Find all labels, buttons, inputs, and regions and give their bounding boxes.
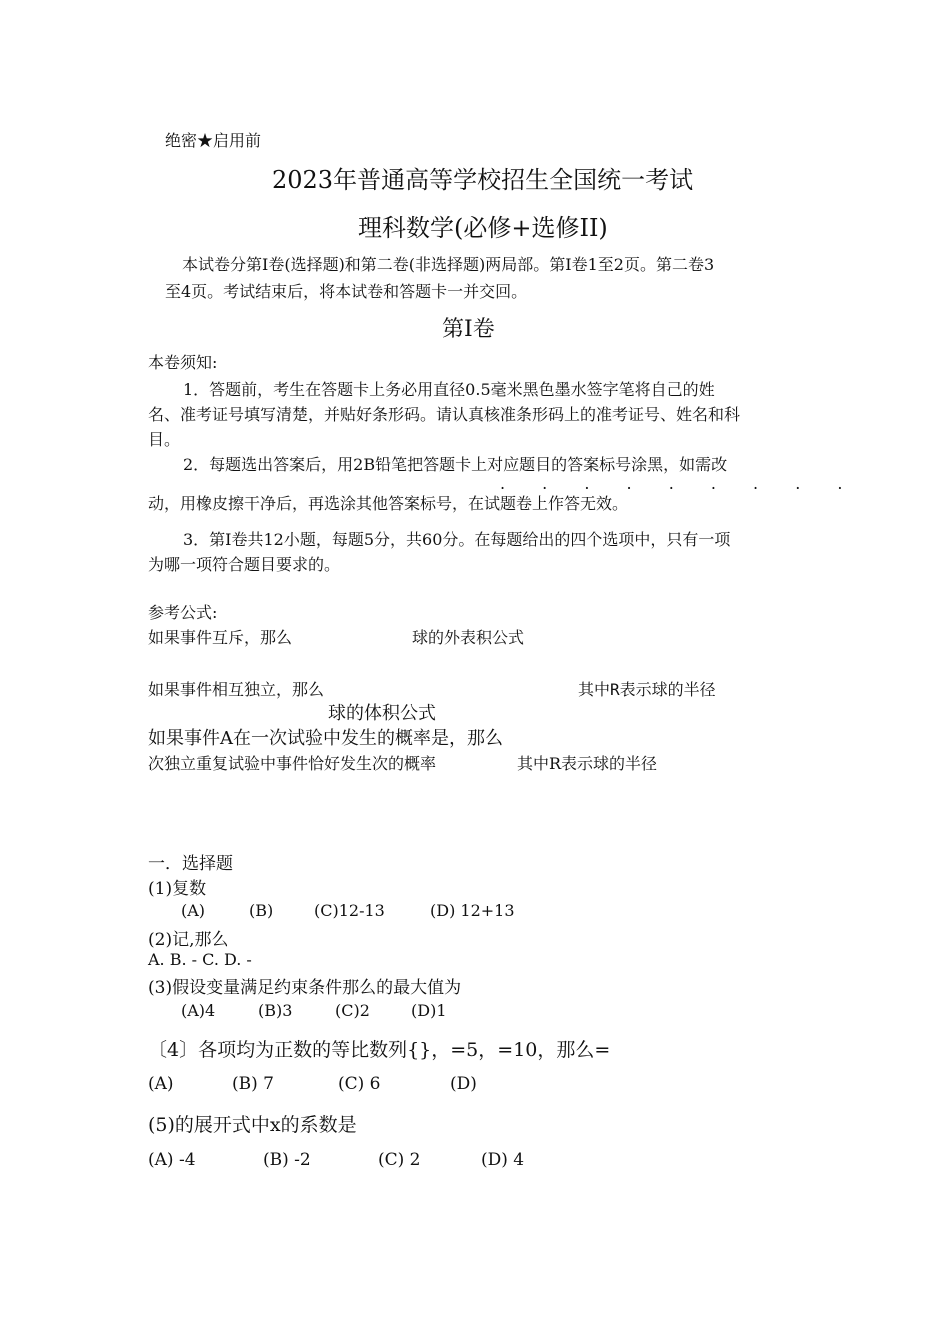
- question-1: (1)复数: [148, 879, 207, 899]
- formula-row-1-left: 如果事件互斥，那么: [148, 628, 293, 647]
- q2-options: A. B. - C. D. -: [148, 950, 252, 969]
- question-5: (5)的展开式中x的系数是: [148, 1114, 357, 1136]
- q5-option-c: (C) 2: [378, 1150, 421, 1170]
- section-title: 第Ⅰ卷: [442, 317, 495, 342]
- q1-option-c: (C)12-13: [314, 901, 385, 920]
- notice-item-3-line-2: 为哪一项符合题目要求的。: [148, 555, 341, 574]
- q5-option-a: (A) -4: [148, 1150, 196, 1170]
- q4-option-d: (D): [450, 1074, 477, 1094]
- formula-row-5-left: 次独立重复试验中事件恰好发生次的概率: [148, 754, 437, 773]
- formula-row-5-right: 其中R表示球的半径: [517, 754, 658, 773]
- question-3: (3)假设变量满足约束条件那么的最大值为: [148, 978, 462, 998]
- notice-heading: 本卷须知:: [148, 353, 218, 372]
- question-4: 〔4〕各项均为正数的等比数列{}，=5，=10，那么=: [148, 1039, 611, 1061]
- q3-option-c: (C)2: [335, 1001, 370, 1020]
- emphasis-dots: . . . . . . . . .: [500, 474, 859, 493]
- q3-option-b: (B)3: [258, 1001, 293, 1020]
- notice-item-2-line-1: 2．每题选出答案后，用2B铅笔把答题卡上对应题目的答案标号涂黑，如需改: [183, 455, 728, 474]
- q3-option-a: (A)4: [181, 1001, 216, 1020]
- q4-option-c: (C) 6: [338, 1074, 381, 1094]
- formula-row-3: 球的体积公式: [328, 703, 436, 724]
- q1-option-d: (D) 12+13: [430, 901, 515, 920]
- exam-subtitle: 理科数学(必修+选修II): [358, 214, 608, 242]
- intro-line-1: 本试卷分第Ⅰ卷(选择题)和第二卷(非选择题)两局部。第Ⅰ卷1至2页。第二卷3: [182, 255, 715, 274]
- q5-option-b: (B) -2: [263, 1150, 311, 1170]
- q4-option-b: (B) 7: [232, 1074, 274, 1094]
- choice-section-heading: 一．选择题: [148, 854, 233, 874]
- q3-option-d: (D)1: [411, 1001, 447, 1020]
- q5-option-d: (D) 4: [481, 1150, 525, 1170]
- q1-option-a: (A): [181, 901, 206, 920]
- confidential-label: 绝密★启用前: [165, 131, 262, 150]
- notice-item-1-line-2: 名、准考证号填写清楚，并贴好条形码。请认真核准条形码上的准考证号、姓名和科: [148, 405, 741, 424]
- notice-item-3-line-1: 3．第Ⅰ卷共12小题，每题5分，共60分。在每题给出的四个选项中，只有一项: [183, 530, 731, 549]
- formula-row-4-left: 如果事件A在一次试验中发生的概率是，那么: [148, 728, 503, 749]
- formulas-heading: 参考公式:: [148, 603, 218, 622]
- question-2: (2)记,那么: [148, 930, 229, 950]
- exam-title: 2023年普通高等学校招生全国统一考试: [272, 166, 694, 194]
- formula-row-2-left: 如果事件相互独立，那么: [148, 680, 325, 699]
- formula-row-1-right: 球的外表积公式: [412, 628, 525, 647]
- notice-item-1-line-3: 目。: [148, 430, 181, 449]
- notice-item-2-line-2: 动，用橡皮擦干净后，再选涂其他答案标号，在试题卷上作答无效。: [148, 494, 629, 513]
- notice-item-1-line-1: 1．答题前，考生在答题卡上务必用直径0.5毫米黑色墨水签字笔将自己的姓: [183, 380, 715, 399]
- q4-option-a: (A): [148, 1074, 174, 1094]
- intro-line-2: 至4页。考试结束后，将本试卷和答题卡一并交回。: [165, 282, 528, 301]
- formula-row-2-right: 其中R表示球的半径: [578, 680, 716, 699]
- q1-option-b: (B): [249, 901, 274, 920]
